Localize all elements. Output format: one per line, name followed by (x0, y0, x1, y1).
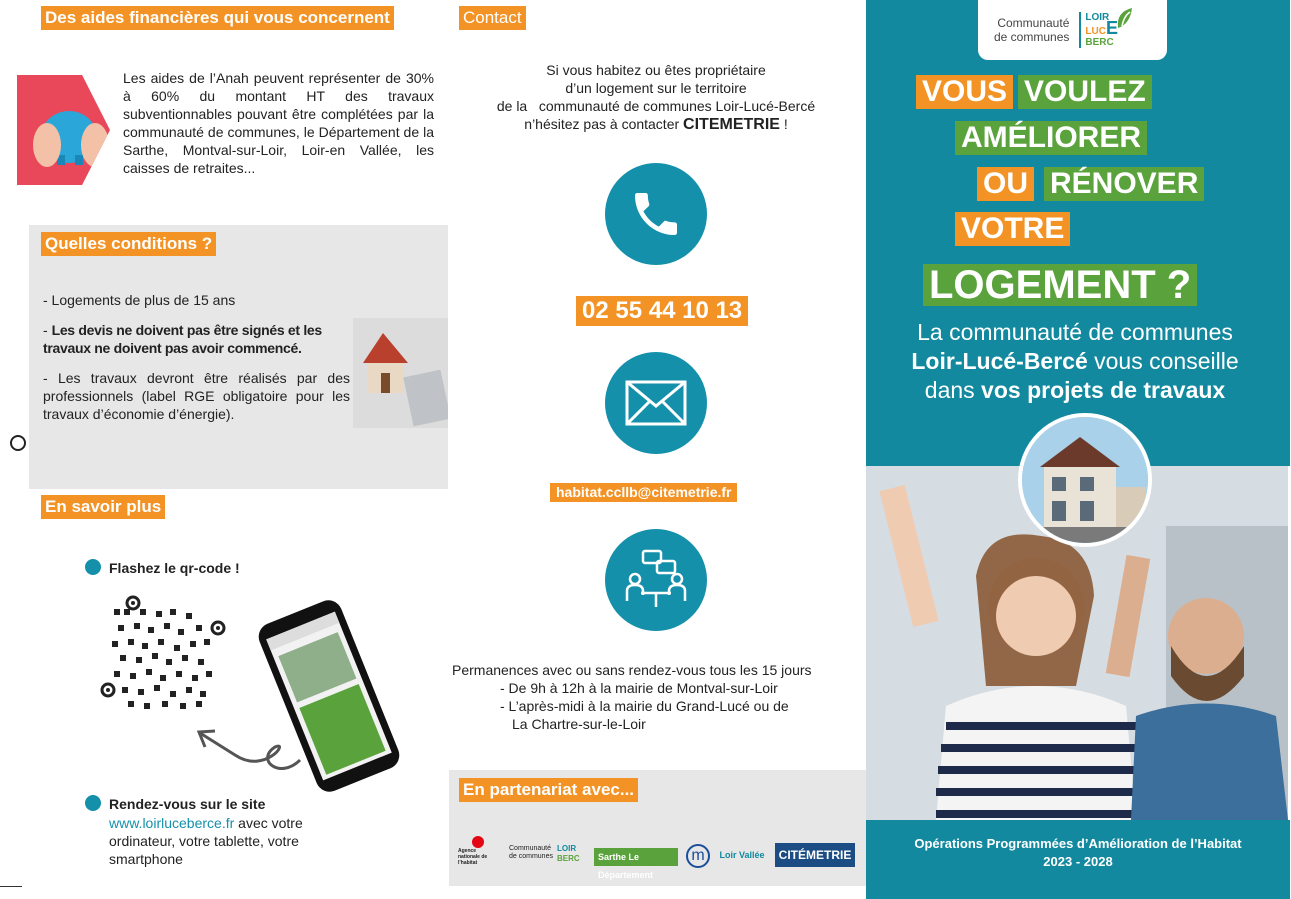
hero-word-ameliorer: AMÉLIORER (955, 121, 1147, 155)
bullet-dot-icon (85, 795, 101, 811)
hero-word-ou: OU (977, 167, 1034, 201)
permanence-2: - L’après-midi à la mairie du Grand-Lucé ou de (500, 698, 789, 714)
brand-logo: Communauté de communes LOIR LUCE BERC (978, 0, 1167, 60)
permanences-title: Permanences avec ou sans rendez-vous tous les 15 jours (452, 662, 812, 678)
partner-logo-cc: Communauté de communes (509, 845, 553, 860)
contact-heading: Contact (459, 6, 526, 30)
qr-code[interactable] (100, 595, 226, 721)
hero-word-vous: VOUS (916, 75, 1013, 109)
conditions-heading: Quelles conditions ? (41, 232, 216, 256)
piggy-bank-photo (17, 75, 110, 185)
house-calculator-photo (353, 318, 448, 428)
condition-item-2: - Les devis ne doivent pas être signés et les travaux ne doivent pas avoir commencé. (43, 322, 322, 356)
house-photo-circle (1018, 413, 1152, 547)
cover-footer: Opérations Programmées d’Amélioration de l’Habitat 2023 - 2028 (866, 820, 1290, 899)
email-address[interactable]: habitat.ccllb@citemetrie.fr (550, 483, 737, 502)
savoir-heading: En savoir plus (41, 495, 165, 519)
phone-number[interactable]: 02 55 44 10 13 (576, 296, 748, 326)
hero-word-renover: RÉNOVER (1044, 167, 1204, 201)
site-label: Rendez-vous sur le site (109, 796, 266, 812)
condition-item-3: - Les travaux devront être réalisés par des professionnels (label RGE obligatoire pour les travaux d’économie d’énergie). (43, 370, 350, 422)
aides-text: Les aides de l’Anah peuvent représenter de 30% à 60% du montant HT des travaux subventionnables pouvant être complétées par la communauté de communes, le Département de la Sarthe, Montval-sur-Loir, Loir-en Vallée, les caisses de retraites... (123, 70, 434, 176)
condition-item-1: - Logements de plus de 15 ans (43, 292, 236, 308)
partner-logo-loirluce: LOIR BERC (557, 844, 580, 863)
permanence-2b: La Chartre-sur-le-Loir (512, 716, 646, 732)
partner-logo-citemetrie: CITÉMETRIE (775, 843, 855, 867)
site-link[interactable]: www.loirluceberce.fr (109, 815, 235, 831)
mail-icon (605, 352, 707, 454)
smartphone-illustration (255, 600, 403, 792)
hero-word-voulez: VOULEZ (1018, 75, 1152, 109)
crop-mark (0, 886, 22, 887)
qr-label: Flashez le qr-code ! (109, 560, 240, 576)
cover-subtitle: La communauté de communes Loir-Lucé-Bercé vous conseille dans vos projets de travaux (911, 319, 1239, 403)
aides-heading: Des aides financières qui vous concernent (41, 6, 394, 30)
partner-heading: En partenariat avec... (459, 778, 638, 802)
meeting-icon (605, 529, 707, 631)
phone-icon (605, 163, 707, 265)
partner-logo-montval: m (686, 844, 710, 868)
bullet-dot-icon (85, 559, 101, 575)
hero-word-votre: VOTRE (955, 212, 1070, 246)
contact-intro: Si vous habitez ou êtes propriétaire d’un logement sur le territoire de la communauté de communes Loir-Lucé-Bercé n’hésitez pas à contacter CITEMETRIE ! (496, 62, 816, 133)
partner-logo-anah: Agence nationale de l’habitat (458, 836, 498, 868)
hero-word-logement: LOGEMENT ? (923, 264, 1197, 306)
permanence-1: - De 9h à 12h à la mairie de Montval-sur-Loir (500, 680, 778, 696)
site-text: www.loirluceberce.fr avec votre ordinateur, votre tablette, votre smartphone (109, 815, 303, 867)
leaf-icon (1114, 6, 1134, 30)
partner-logo-sarthe: Sarthe Le Département (594, 848, 678, 866)
partner-logo-loirvallee: Loir Vallée (719, 850, 765, 860)
registration-mark-icon (10, 435, 26, 451)
